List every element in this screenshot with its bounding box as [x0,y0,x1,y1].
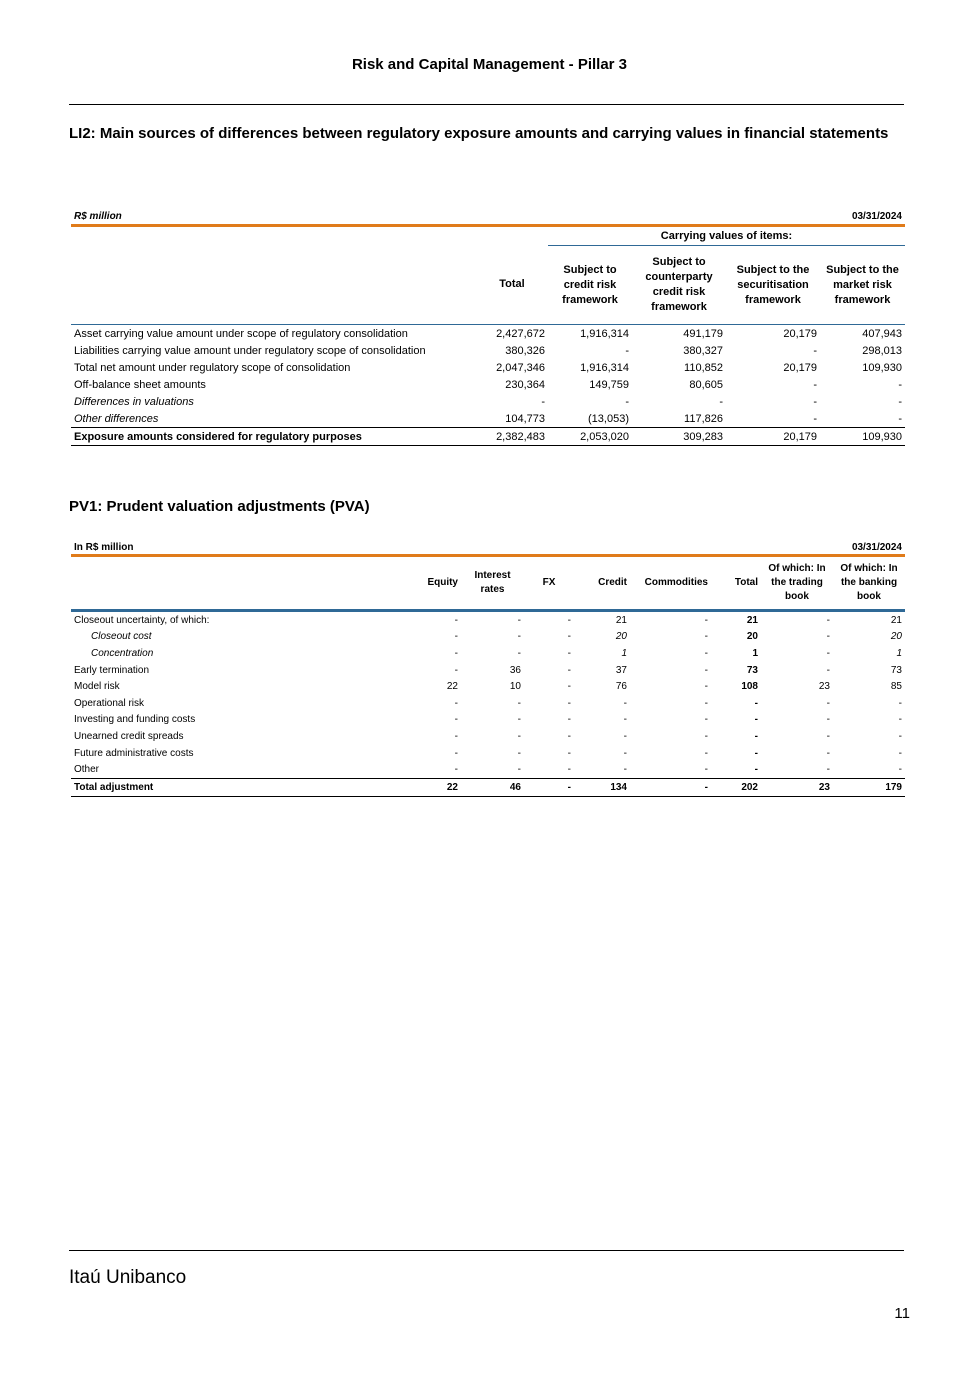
pv1-column-header-row [71,556,905,611]
cell: 46 [461,778,524,796]
cell: - [761,761,833,778]
cell: 109,930 [862,361,902,374]
cell: - [898,747,902,759]
cell: - [711,761,761,778]
cell: - [826,631,830,643]
cell: 20 [746,631,758,643]
table-row [71,695,905,712]
table-row [71,678,905,695]
cell: 76 [615,681,627,693]
table-total-row [71,428,905,446]
pv1-col-header: Interest rates [461,556,524,611]
cell: - [898,378,902,391]
cell: 1 [752,647,758,659]
cell: 110,852 [684,361,723,374]
footer-rule [69,1250,904,1251]
cell: - [524,778,574,796]
row-label: Concentration [91,647,154,659]
cell: - [704,614,708,626]
cell: 108 [741,681,758,693]
table-row [71,629,905,646]
cell: 104,773 [476,410,548,428]
row-label: Other differences [71,410,476,428]
pv1-col-header: Total [711,556,761,611]
cell: - [454,714,458,726]
cell: 85 [890,681,902,693]
cell: 407,943 [862,327,902,340]
pv1-col-header: FX [524,556,574,611]
cell: - [517,697,521,709]
cell: - [517,647,521,659]
cell: 23 [818,681,830,693]
li2-group-header-row [71,226,905,246]
cell: 1 [621,647,627,659]
cell: - [719,395,723,408]
row-label: Early termination [74,664,150,676]
table-row [71,745,905,762]
cell: - [541,395,545,408]
row-label: Closeout cost [91,631,152,643]
cell: 179 [833,778,905,796]
row-label: Liabilities carrying value amount under regulatory scope of consolidation [74,344,426,357]
cell: - [898,395,902,408]
cell: 22 [446,681,458,693]
li2-col-header: Total [476,246,548,325]
cell: 21 [890,614,902,626]
cell: - [454,730,458,742]
cell: 21 [615,614,627,626]
pv1-title: PV1: Prudent valuation adjustments (PVA) [69,498,370,515]
cell: - [704,664,708,676]
cell: 2,427,672 [496,327,545,340]
cell: - [567,647,571,659]
cell: - [623,697,627,709]
cell: 23 [761,778,833,796]
cell: - [826,614,830,626]
row-label: Total adjustment [71,778,391,796]
cell: 22 [391,778,461,796]
cell: 80,605 [689,378,723,391]
page-header-title: Risk and Capital Management - Pillar 3 [351,56,628,73]
cell: 149,759 [589,378,629,391]
cell: - [517,730,521,742]
cell: - [567,631,571,643]
cell: 2,047,346 [496,361,545,374]
pv1-table [71,540,905,797]
cell: - [826,747,830,759]
li2-column-header-row [71,246,905,325]
cell: - [517,747,521,759]
cell: - [704,730,708,742]
pv1-col-header: Commodities [630,556,711,611]
cell: - [567,681,571,693]
li2-col-header: Subject to the securitisation framework [726,246,820,325]
li2-date: 03/31/2024 [476,208,905,226]
table-row [71,376,905,393]
row-label: Investing and funding costs [74,714,196,726]
cell: - [625,344,629,357]
table-row [71,325,905,343]
table-total-row [71,778,905,796]
row-label: Closeout uncertainty, of which: [74,614,210,626]
cell: - [630,761,711,778]
cell: - [567,664,571,676]
cell: - [454,747,458,759]
cell: - [704,714,708,726]
cell: - [517,631,521,643]
cell: - [517,714,521,726]
cell: - [820,410,905,428]
cell: - [898,730,902,742]
table-row [71,410,905,428]
pv1-col-header: Of which: In the trading book [761,556,833,611]
table-row [71,342,905,359]
table-row [71,728,905,745]
pv1-col-header: Credit [574,556,630,611]
cell: 20 [890,631,902,643]
cell: 20,179 [783,327,817,340]
cell: 20,179 [783,361,817,374]
cell: - [704,681,708,693]
li2-title: LI2: Main sources of differences between regulatory exposure amounts and carrying values in financial statements [69,125,889,142]
table-row [71,645,905,662]
cell: - [517,614,521,626]
cell: 73 [746,664,758,676]
cell: 20 [615,631,627,643]
li2-meta-row [71,208,905,226]
cell: 20,179 [726,428,820,446]
cell: - [754,714,758,726]
cell: - [813,344,817,357]
cell: - [726,410,820,428]
li2-col-header: Subject to credit risk framework [548,246,632,325]
cell: - [813,395,817,408]
cell: - [833,761,905,778]
cell: - [567,697,571,709]
cell: - [704,747,708,759]
cell: 230,364 [505,378,545,391]
pv1-col-header: Equity [391,556,461,611]
cell: 1,916,314 [580,361,629,374]
table-row [71,393,905,410]
cell: 1 [896,647,902,659]
row-label: Future administrative costs [74,747,194,759]
cell: - [567,730,571,742]
cell: - [826,647,830,659]
table-row [71,761,905,778]
cell: - [704,647,708,659]
cell: 10 [509,681,521,693]
li2-unit: R$ million [71,208,476,226]
cell: - [524,761,574,778]
cell: - [630,778,711,796]
cell: - [625,395,629,408]
li2-col-header: Subject to counterparty credit risk framework [632,246,726,325]
pv1-unit: In R$ million [71,540,391,556]
cell: - [754,747,758,759]
cell: - [454,647,458,659]
li2-col-header: Subject to the market risk framework [820,246,905,325]
cell: - [898,714,902,726]
cell: - [567,614,571,626]
row-label: Asset carrying value amount under scope of regulatory consolidation [74,327,408,340]
cell: - [898,697,902,709]
cell: - [826,714,830,726]
table-row [71,611,905,629]
cell: - [454,664,458,676]
cell: 109,930 [820,428,905,446]
cell: - [454,614,458,626]
cell: (13,053) [548,410,632,428]
cell: - [454,631,458,643]
table-row [71,712,905,729]
cell: - [567,747,571,759]
row-label: Model risk [74,681,120,693]
cell: 36 [509,664,521,676]
pv1-meta-row [71,540,905,556]
cell: - [461,761,524,778]
cell: 2,053,020 [548,428,632,446]
row-label: Other [71,761,391,778]
cell: - [754,730,758,742]
footer-company-name: Itaú Unibanco [69,1267,187,1288]
row-label: Operational risk [74,697,145,709]
cell: - [826,697,830,709]
li2-group-header: Carrying values of items: [548,226,905,246]
pv1-col-header: Of which: In the banking book [833,556,905,611]
cell: - [391,761,461,778]
cell: - [826,664,830,676]
cell: 134 [574,778,630,796]
cell: - [754,697,758,709]
cell: - [623,747,627,759]
row-label: Exposure amounts considered for regulatory purposes [71,428,476,446]
table-row [71,662,905,679]
cell: 491,179 [683,327,723,340]
row-label: Total net amount under regulatory scope of consolidation [74,361,351,374]
row-label: Off-balance sheet amounts [74,378,206,391]
cell: - [813,378,817,391]
li2-table [71,208,905,446]
page-number: 11 [894,1305,910,1322]
cell: 380,327 [683,344,723,357]
cell: - [574,761,630,778]
cell: - [704,697,708,709]
row-label: Unearned credit spreads [74,730,184,742]
table-row [71,359,905,376]
cell: - [704,631,708,643]
cell: 117,826 [632,410,726,428]
cell: - [623,714,627,726]
cell: - [454,697,458,709]
cell: 202 [711,778,761,796]
header-rule [69,104,904,105]
cell: 380,326 [505,344,545,357]
cell: 37 [615,664,627,676]
cell: - [567,714,571,726]
cell: - [826,730,830,742]
cell: 21 [746,614,758,626]
cell: 309,283 [632,428,726,446]
row-label: Differences in valuations [74,395,194,408]
pv1-date: 03/31/2024 [391,540,905,556]
cell: 73 [890,664,902,676]
cell: 298,013 [862,344,902,357]
cell: - [623,730,627,742]
cell: 1,916,314 [580,327,629,340]
cell: 2,382,483 [476,428,548,446]
